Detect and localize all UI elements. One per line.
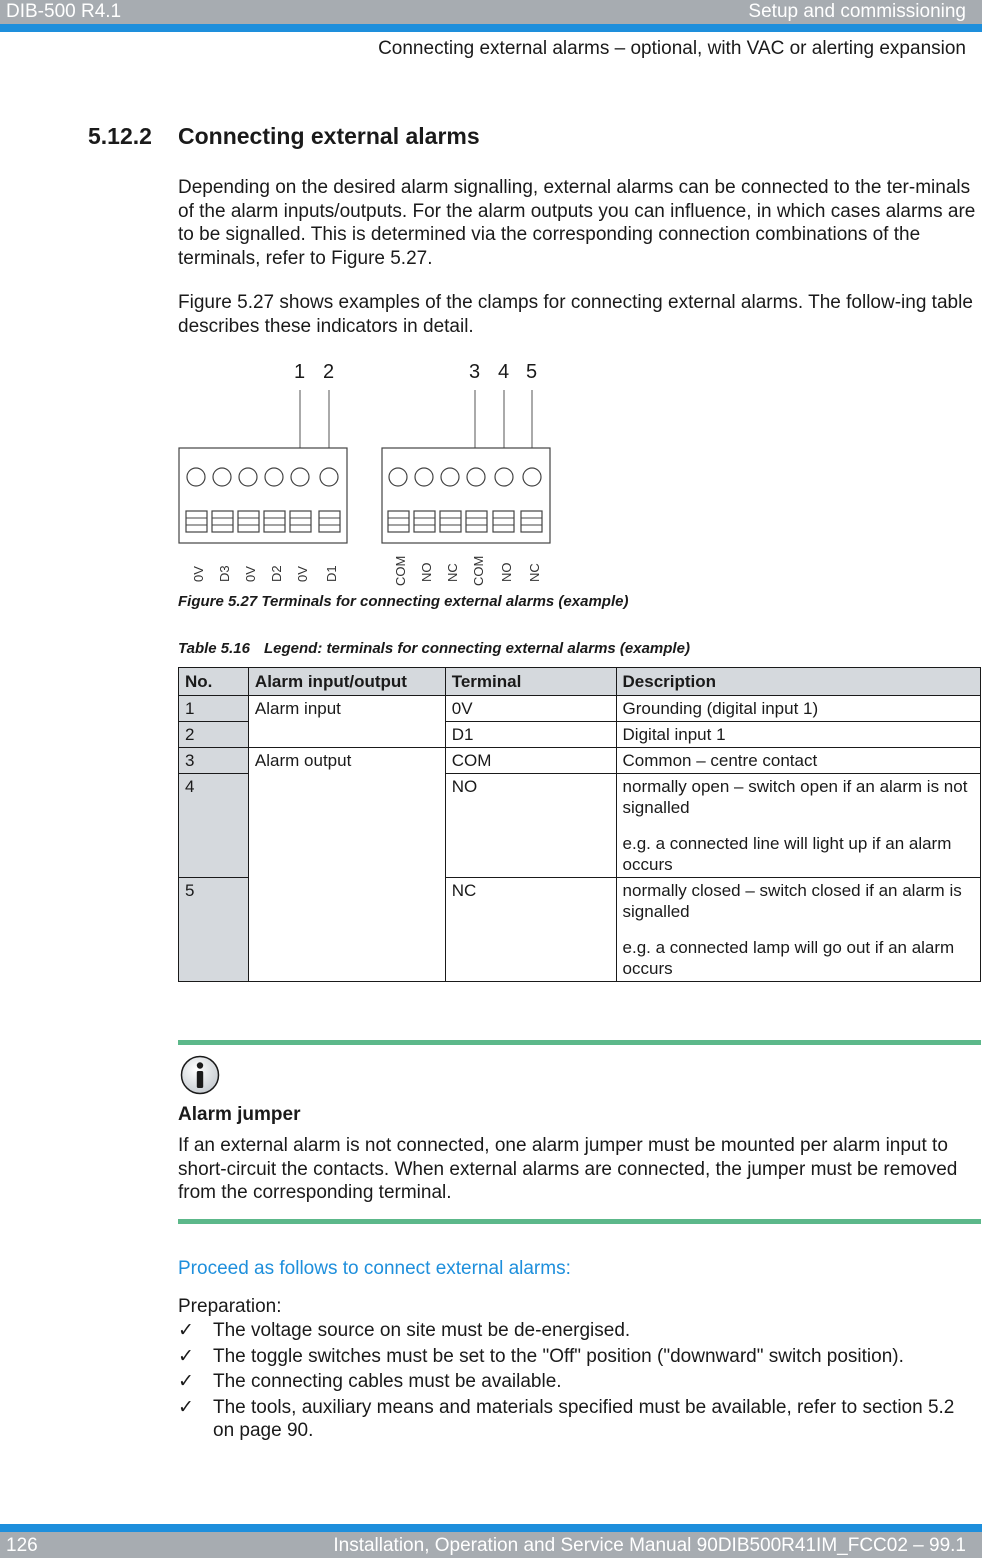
- cell-terminal: NO: [445, 774, 616, 878]
- check-icon: ✓: [178, 1371, 194, 1392]
- terminal-label: NO: [499, 562, 514, 582]
- callout-5: 5: [526, 361, 538, 383]
- cell-description: [616, 878, 980, 982]
- cell-terminal: D1: [445, 722, 616, 748]
- figure-caption: [178, 593, 628, 610]
- cell-no: 5: [179, 878, 249, 982]
- figure-reference-paragraph: Figure 5.27 shows examples of the clamps for connecting external alarms. The follow-ing table describes these indicators in detail.: [178, 292, 973, 337]
- note-top-rule: [178, 1040, 981, 1045]
- callout-1: 1: [294, 361, 306, 383]
- terminal-label: 0V: [243, 566, 258, 582]
- col-header-description: Description: [616, 668, 980, 696]
- description-example: e.g. a connected lamp will go out if an alarm occurs: [622, 938, 955, 978]
- note-bottom-rule: [178, 1219, 981, 1224]
- terminal-label: D1: [324, 565, 339, 582]
- terminal-label: 0V: [191, 566, 206, 582]
- list-item: [178, 1319, 978, 1343]
- table-caption-number: Table 5.16: [178, 640, 250, 657]
- footer-bar: [0, 1532, 982, 1558]
- callout-3: 3: [469, 361, 481, 383]
- header-bar: [0, 0, 982, 24]
- terminal-label: 0V: [295, 566, 310, 582]
- cell-terminal: COM: [445, 748, 616, 774]
- description-example: e.g. a connected line will light up if an alarm occurs: [622, 834, 952, 874]
- cell-description: Grounding (digital input 1): [616, 696, 980, 722]
- table-row: [179, 748, 981, 774]
- note-title: Alarm jumper: [178, 1104, 301, 1125]
- terminal-figure: [170, 350, 570, 590]
- footer-accent-line: [0, 1524, 982, 1532]
- note-text: If an external alarm is not connected, one alarm jumper must be mounted per alarm input to short-circuit the contacts. When external alarms are connected, the jumper must be removed from the corresponding terminal.: [178, 1135, 958, 1203]
- table-row: [179, 696, 981, 722]
- terminal-label: D3: [217, 565, 232, 582]
- table-caption-text: Legend: terminals for connecting external alarms (example): [263, 640, 690, 657]
- table-header-row: [179, 668, 981, 696]
- col-header-no: No.: [179, 668, 249, 696]
- cell-no: 4: [179, 774, 249, 878]
- list-item-text: The voltage source on site must be de-energised.: [213, 1320, 631, 1341]
- list-item: [178, 1396, 978, 1443]
- cell-description: Common – centre contact: [616, 748, 980, 774]
- list-item-text: The tools, auxiliary means and materials specified must be available, refer to section 5.2 on page 90.: [213, 1396, 955, 1441]
- callout-2: 2: [323, 361, 335, 383]
- header-product: DIB-500 R4.1: [6, 1, 122, 22]
- col-header-alarm-io: Alarm input/output: [248, 668, 445, 696]
- cell-description: Digital input 1: [616, 722, 980, 748]
- page-number: 126: [6, 1535, 38, 1556]
- header-accent-line: [0, 24, 982, 32]
- procedure-heading: Proceed as follows to connect external alarms:: [178, 1258, 571, 1279]
- figure-caption-text: Terminals for connecting external alarms (example): [261, 593, 629, 610]
- document-id: Installation, Operation and Service Manual 90DIB500R41IM_FCC02 – 99.1: [333, 1535, 966, 1556]
- cell-no: 2: [179, 722, 249, 748]
- col-header-terminal: Terminal: [445, 668, 616, 696]
- list-item: [178, 1370, 978, 1394]
- figure-caption-number: Figure 5.27: [178, 593, 258, 610]
- terminal-label: NC: [445, 563, 460, 582]
- check-icon: ✓: [178, 1396, 194, 1418]
- list-item-text: The connecting cables must be available.: [213, 1371, 562, 1392]
- intro-paragraph: Depending on the desired alarm signalling, external alarms can be connected to the ter-minals of the alarm inputs/outputs. For the alarm outputs you can influence, in which cases alarms are to be signalled. This is determined via the corresponding connection combinations of the terminals, refer to Figure 5.27.: [178, 177, 976, 269]
- cell-terminal: 0V: [445, 696, 616, 722]
- cell-terminal: NC: [445, 878, 616, 982]
- terminal-label: COM: [471, 555, 486, 586]
- preparation-checklist: [178, 1319, 978, 1445]
- description-line: normally closed – switch closed if an alarm is signalled: [622, 881, 962, 921]
- cell-no: 3: [179, 748, 249, 774]
- callout-4: 4: [498, 361, 510, 383]
- terminal-label: D2: [269, 565, 284, 582]
- description-line: normally open – switch open if an alarm is not signalled: [622, 777, 968, 817]
- terminal-label: COM: [393, 555, 408, 586]
- cell-group: Alarm output: [248, 748, 445, 982]
- table-caption: [178, 640, 690, 657]
- terminal-label: NC: [527, 563, 542, 582]
- section-title: Connecting external alarms: [178, 123, 480, 149]
- header-subtitle: Connecting external alarms – optional, with VAC or alerting expansion: [378, 38, 966, 59]
- list-item-text: The toggle switches must be set to the "Off" position ("downward" switch position).: [213, 1345, 904, 1367]
- check-icon: ✓: [178, 1345, 194, 1367]
- header-chapter: Setup and commissioning: [748, 1, 966, 22]
- section-number: 5.12.2: [88, 123, 152, 149]
- check-icon: ✓: [178, 1320, 194, 1341]
- cell-group: Alarm input: [248, 696, 445, 748]
- legend-table: [178, 667, 981, 982]
- cell-description: [616, 774, 980, 878]
- preparation-label: Preparation:: [178, 1296, 282, 1317]
- terminal-label: NO: [419, 562, 434, 582]
- info-icon: [180, 1055, 220, 1095]
- cell-no: 1: [179, 696, 249, 722]
- list-item: [178, 1345, 978, 1369]
